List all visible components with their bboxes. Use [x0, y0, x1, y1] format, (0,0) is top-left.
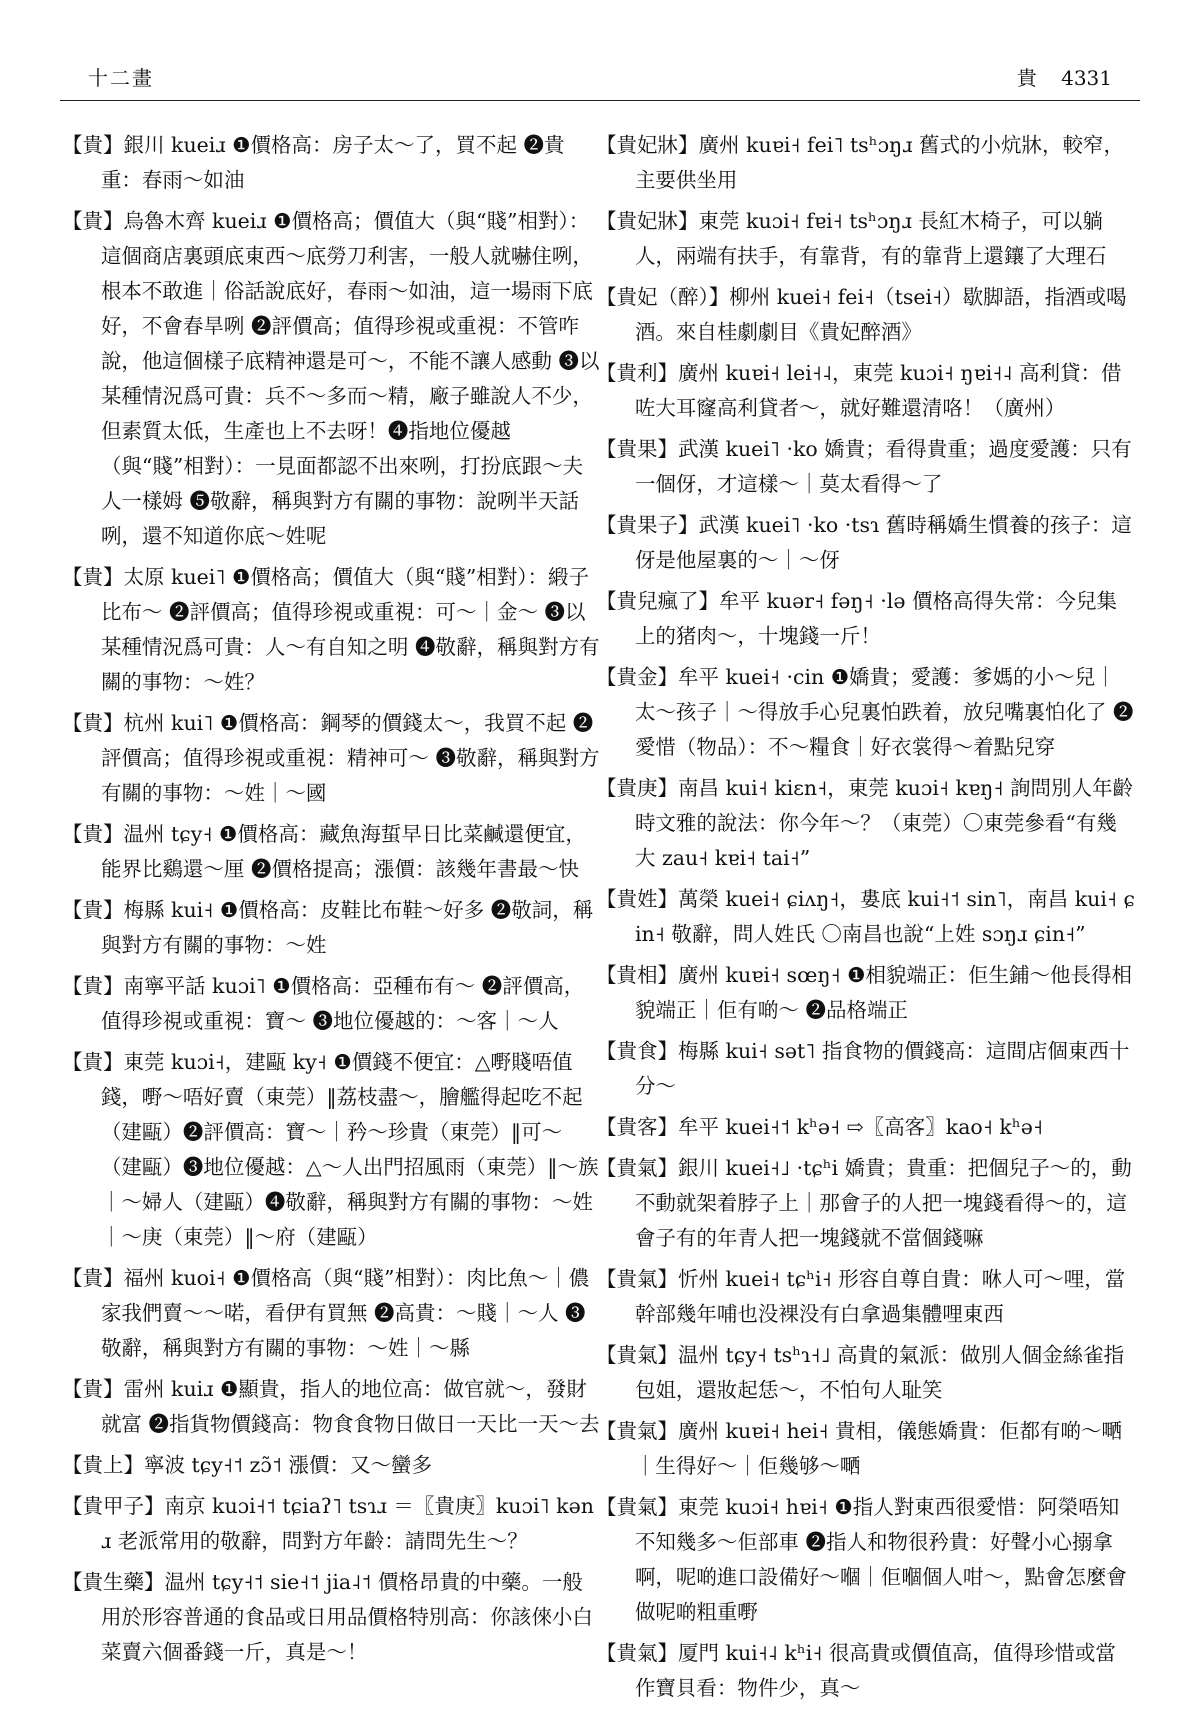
- dictionary-entry: 【貴氣】忻州 kuei˧ tɕʰi˧ 形容自尊自貴：咻人可～哩，當幹部幾年哺也没裸没有白拿過集體哩東西: [596, 1267, 1126, 1326]
- dictionary-entry: 【貴生藥】温州 tɕy˧˦ sie˧˦ jia˨˦ 價格昂貴的中藥。一般用於形容普通的食品或日用品價格特別高：你該倈小白菜賣六個番錢一斤，真是～！: [62, 1570, 593, 1664]
- dictionary-entry: 【貴】雷州 kuiɹ ❶顯貴，指人的地位高：做官就～，發財就富 ❷指貨物價錢高：物食食物日做日一天比一天～去: [62, 1377, 600, 1436]
- dictionary-entry: 【貴甲子】南京 kuɔi˧˦ tɕiaʔ˥ tsɿɹ ＝〖貴庚〗kuɔi˥ kənɹ 老派常用的敬辭，問對方年齡：請問先生～？: [62, 1494, 594, 1553]
- page-heading: [1017, 62, 1112, 91]
- dictionary-entry: 【貴利】廣州 kuɐi˧ lei˧˨，東莞 kuɔi˧ ŋɐi˧˨ 高利貸：借咗大耳窿高利貸者～，就好難還清咯！（廣州）: [596, 361, 1122, 420]
- dictionary-entry: 【貴氣】東莞 kuɔi˧ hɐi˧ ❶指人對東西很愛惜：阿榮唔知不知幾多～佢部車 ❷指人和物很矜貴：好聲小心搦拿啊，呢啲進口設備好～嗰｜佢嗰個人咁～，點會怎麼會做呢啲粗重嘢: [596, 1495, 1127, 1624]
- dictionary-entry: 【貴果】武漢 kuei˥ ·ko 嬌貴；看得貴重；過度愛護：只有一個伢，才這樣～｜莫太看得～了: [596, 437, 1132, 496]
- dictionary-entry: 【貴上】寧波 tɕy˧˦ zɔ̃˦ 漲價：又～蠻多: [62, 1453, 432, 1477]
- page-header: [60, 62, 1140, 96]
- dictionary-entry: 【貴氣】厦門 kui˧˨ kʰi˧ 很高貴或價值高，值得珍惜或當作寶貝看：物件少，真～: [596, 1641, 1116, 1700]
- dictionary-entry: 【貴果子】武漢 kuei˥ ·ko ·tsɿ 舊時稱嬌生慣養的孩子：這伢是他屋裏的～｜～伢: [596, 513, 1132, 572]
- right-column: [596, 128, 1136, 1712]
- dictionary-entry: 【貴氣】温州 tɕy˧ tsʰɿ˧˩ 高貴的氣派：做別人個金絲雀指包姐，還妝起恁～，不怕句人耻笑: [596, 1343, 1125, 1402]
- dictionary-entry: 【貴姓】萬榮 kuei˧ ɕiʌŋ˧，婁底 kui˧˦ sin˥，南昌 kui˧ ɕin˧ 敬辭，問人姓氏 〇南昌也說“上姓 sɔŋɹ ɕin˧”: [596, 887, 1136, 946]
- dictionary-entry: 【貴】杭州 kui˥ ❶價格高：鋼琴的價錢太～，我買不起 ❷評價高；值得珍視或重視：精神可～ ❸敬辭，稱與對方有關的事物：～姓｜～國: [62, 711, 600, 805]
- dictionary-entry: 【貴食】梅縣 kui˧ sət˥ 指食物的價錢高：這間店個東西十分～: [596, 1039, 1130, 1098]
- dictionary-entry: 【貴】烏魯木齊 kueiɹ ❶價格高；價值大（與“賤”相對）：這個商店裏頭底東西～底勞刀利害，一般人就嚇住咧，根本不敢進｜俗話說底好，春雨～如油，這一場雨下底好，不會春旱咧 ❷評價高；值得珍視或重視：不管咋說，他這個樣子底精神還是可～，不能不讓人感動 ❸以某種情況爲可貴：兵不～多而～精，廠子雖說人不少，但素質太低，生產也上不去呀！❹指地位優越（與“賤”相對）：一見面都認不出來咧，打扮底跟～夫人一樣姆 ❺敬辭，稱與對方有關的事物：說咧半天話咧，還不知道你底～姓呢: [62, 209, 600, 548]
- dictionary-entry: 【貴氣】銀川 kuei˧˩ ·tɕʰi 嬌貴；貴重：把個兒子～的，動不動就架着脖子上｜那會子的人把一塊錢看得～的，這會子有的年青人把一塊錢就不當個錢嘛: [596, 1156, 1132, 1250]
- page-number: 4331: [1061, 66, 1112, 90]
- dictionary-entry: 【貴庚】南昌 kui˧ kiɛn˧，東莞 kuɔi˧ kɐŋ˧ 詢問別人年齡時文雅的說法：你今年～？（東莞）〇東莞參看“有幾大 zau˧ kɐi˧ tai˧”: [596, 776, 1134, 870]
- dictionary-entry: 【貴】温州 tɕy˧ ❶價格高：藏魚海蜇早日比菜鹹還便宜，能界比鷄還～厘 ❷價格提高；漲價：該幾年書最～快: [62, 822, 586, 881]
- left-column: [62, 128, 602, 1676]
- dictionary-entry: 【貴】梅縣 kui˧ ❶價格高：皮鞋比布鞋～好多 ❷敬詞，稱與對方有關的事物：～姓: [62, 898, 594, 957]
- dictionary-entry: 【貴兒瘋了】牟平 kuər˧ fəŋ˧ ·lə 價格高得失常：今兒集上的猪肉～，十塊錢一斤！: [596, 589, 1117, 648]
- dictionary-entry: 【貴】福州 kuoi˧ ❶價格高（與“賤”相對）：肉比魚～｜儂家我們賣～～喏，看伊有買無 ❷高貴：～賤｜～人 ❸敬辭，稱與對方有關的事物：～姓｜～縣: [62, 1266, 590, 1360]
- header-rule: [60, 100, 1140, 101]
- dictionary-entry: 【貴妃牀】東莞 kuɔi˧ fɐi˧ tsʰɔŋɹ 長紅木椅子，可以躺人，兩端有扶手，有靠背，有的靠背上還鑲了大理石: [596, 209, 1107, 268]
- dictionary-entry: 【貴】南寧平話 kuɔi˥ ❶價格高：亞種布有～ ❷評價高，值得珍視或重視：寶～ ❸地位優越的：～客｜～人: [62, 974, 585, 1033]
- dictionary-entry: 【貴】東莞 kuɔi˧，建甌 ky˧ ❶價錢不便宜：△嘢賤唔值錢，嘢～唔好賣（東莞）‖荔枝盡～，膾艦得起吃不起（建甌）❷評價高：寶～｜矜～珍貴（東莞）‖可～（建甌）❸地位優越：△～人出門招風雨（東莞）‖～族｜～婦人（建甌）❹敬辭，稱與對方有關的事物：～姓｜～庚（東莞）‖～府（建甌）: [62, 1050, 599, 1249]
- dictionary-entry: 【貴氣】廣州 kuɐi˧ hei˧ 貴相，儀態嬌貴：佢都有啲～嗮｜生得好～｜佢幾够～嗮: [596, 1419, 1123, 1478]
- dictionary-entry: 【貴】銀川 kueiɹ ❶價格高：房子太～了，買不起 ❷貴重：春雨～如油: [62, 133, 565, 192]
- head-character: 貴: [1016, 66, 1037, 90]
- dictionary-entry: 【貴妃牀】廣州 kuɐi˧ fei˥ tsʰɔŋɹ 舊式的小炕牀，較窄，主要供坐用: [596, 133, 1125, 192]
- section-label: 十二畫: [88, 66, 154, 90]
- dictionary-entry: 【貴】太原 kuei˥ ❶價格高；價值大（與“賤”相對）：緞子比布～ ❷評價高；值得珍視或重視：可～｜金～ ❸以某種情況爲可貴：人～有自知之明 ❹敬辭，稱與對方有關的事物：～姓？: [62, 565, 600, 694]
- dictionary-entry: 【貴妃（醉）】柳州 kuei˧ fei˧（tsei˧）歇脚語，指酒或喝酒。來自桂劇劇目《貴妃醉酒》: [596, 285, 1127, 344]
- dictionary-entry: 【貴相】廣州 kuɐi˧ sœŋ˧ ❶相貌端正：佢生鋪～他長得相貌端正｜佢有啲～ ❷品格端正: [596, 963, 1133, 1022]
- dictionary-entry: 【貴金】牟平 kuei˧ ·cin ❶嬌貴；愛護：爹媽的小～兒｜太～孩子｜～得放手心兒裏怕跌着，放兒嘴裏怕化了 ❷愛惜（物品）：不～糧食｜好衣裳得～着點兒穿: [596, 665, 1134, 759]
- dictionary-entry: 【貴客】牟平 kuei˧˦ kʰə˧ ⇨〖高客〗kao˧ kʰə˧: [596, 1115, 1043, 1139]
